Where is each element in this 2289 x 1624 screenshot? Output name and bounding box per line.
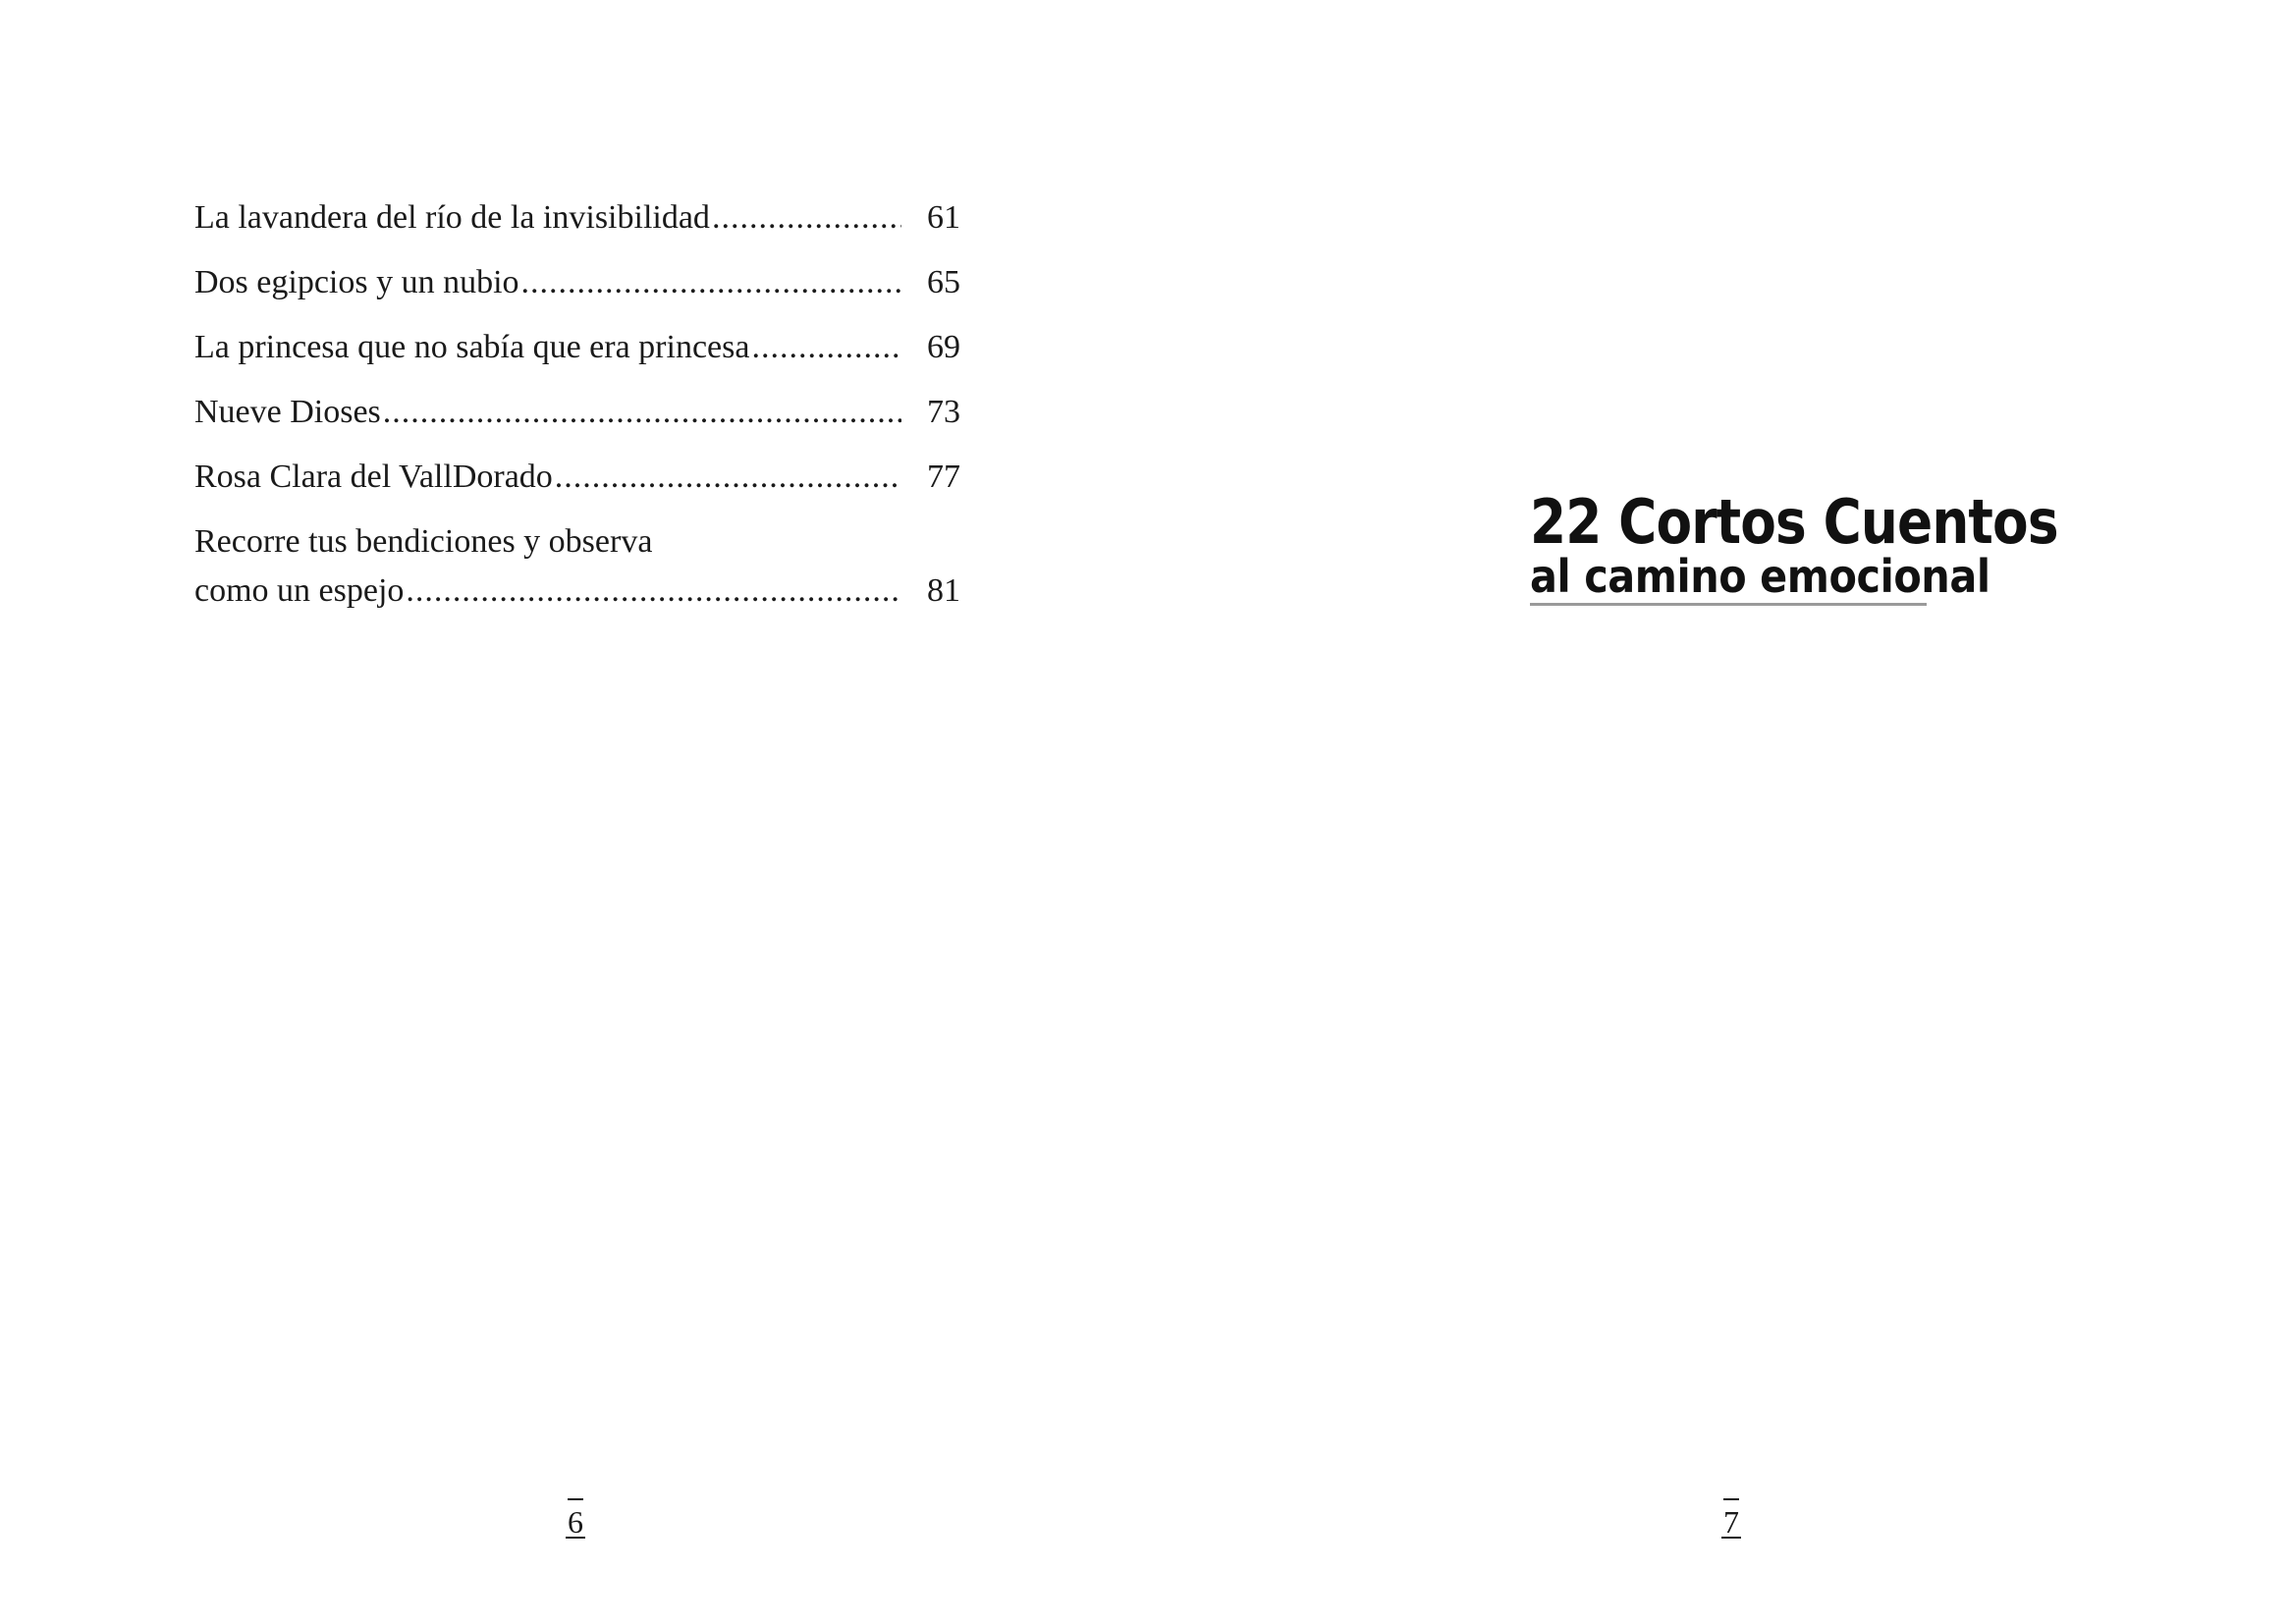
toc-entry-title: Dos egipcios y un nubio	[194, 264, 519, 300]
toc-entry-page: 81	[927, 572, 960, 609]
table-of-contents	[194, 192, 960, 617]
toc-entry	[194, 322, 960, 387]
page-number-value: 7	[1723, 1504, 1739, 1540]
book-title	[1530, 486, 2058, 606]
toc-entry-title: La princesa que no sabía que era princesa	[194, 329, 750, 365]
page-number	[1712, 1498, 1751, 1542]
toc-entry-title: Rosa Clara del VallDorado	[194, 459, 553, 495]
page-number	[556, 1498, 595, 1542]
toc-entry-title: Recorre tus bendiciones y observa	[194, 523, 653, 560]
toc-entry-page: 77	[927, 459, 960, 495]
toc-entry	[194, 452, 960, 516]
book-title-line-2: al camino emocional	[1530, 550, 1990, 603]
toc-entry-title: Nueve Dioses	[194, 394, 381, 430]
toc-entry-page: 73	[927, 394, 960, 430]
toc-entry	[194, 192, 960, 257]
toc-entry-title: La lavandera del río de la invisibilidad	[194, 199, 710, 236]
right-page	[1145, 0, 2289, 1624]
toc-leader-dots	[521, 257, 901, 308]
toc-entry-page: 69	[927, 329, 960, 365]
toc-entry-first-line	[194, 516, 960, 566]
toc-leader-dots	[406, 566, 901, 617]
toc-entry-page: 65	[927, 264, 960, 300]
toc-entry-second-line	[194, 566, 960, 617]
toc-leader-dots	[383, 387, 901, 438]
toc-leader-dots	[712, 192, 901, 244]
title-underline	[1530, 603, 1927, 606]
toc-entry	[194, 387, 960, 452]
toc-entry	[194, 516, 960, 617]
page-number-value: 6	[568, 1504, 583, 1540]
toc-entry-page: 61	[927, 199, 960, 236]
toc-entry	[194, 257, 960, 322]
toc-entry-title-continued: como un espejo	[194, 572, 405, 609]
book-title-line-1: 22 Cortos Cuentos	[1530, 486, 2058, 558]
left-page	[0, 0, 1144, 1624]
toc-leader-dots	[751, 322, 901, 373]
toc-leader-dots	[555, 452, 901, 503]
